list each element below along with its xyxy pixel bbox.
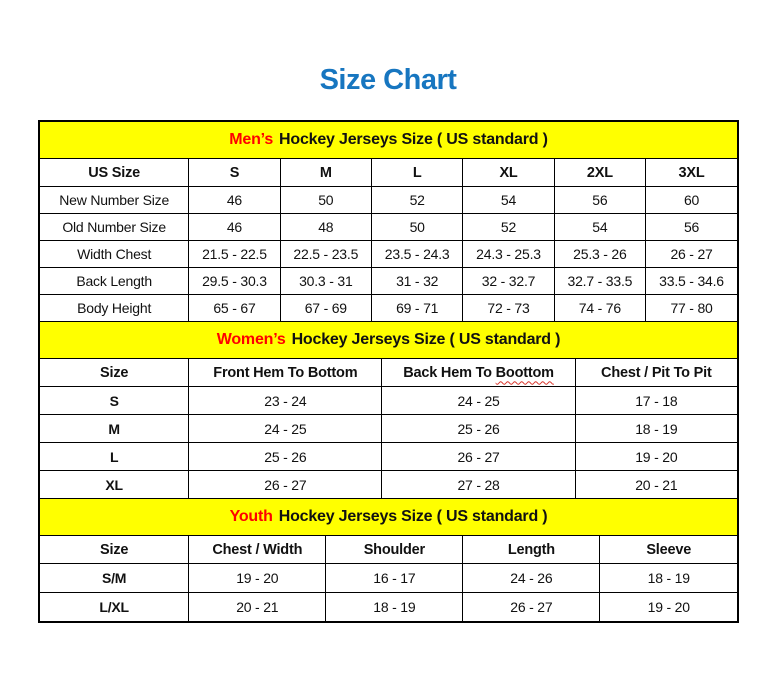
table-row <box>40 443 737 471</box>
value-cell: 52 <box>463 214 554 241</box>
value-cell: 19 - 20 <box>189 564 326 593</box>
header-row <box>40 536 737 564</box>
band-highlight: Men’s <box>229 131 274 148</box>
column-header: Length <box>463 536 600 564</box>
value-cell: 32 - 32.7 <box>463 268 554 295</box>
value-cell: 19 - 20 <box>647 599 690 615</box>
value-cell: 50 <box>280 187 371 214</box>
value-cell: 29.5 - 30.3 <box>189 268 280 295</box>
row-label-cell: Body Height <box>40 295 189 322</box>
value-cell: 17 - 18 <box>575 387 737 415</box>
value-cell: 16 - 17 <box>326 564 463 593</box>
row-label-cell: Back Length <box>40 268 189 295</box>
band-highlight: Women’s <box>216 331 286 348</box>
column-header: Chest / Pit To Pit <box>575 359 737 387</box>
page-title: Size Chart <box>319 64 457 96</box>
value-cell: 20 - 21 <box>575 471 737 499</box>
value-cell: 77 - 80 <box>646 295 737 322</box>
row-label-cell: XL <box>40 471 189 499</box>
column-header: M <box>280 159 371 187</box>
section-youth <box>40 499 737 621</box>
table-row <box>40 471 737 499</box>
column-header: 2XL <box>554 159 645 187</box>
value-cell: 52 <box>371 187 462 214</box>
row-label-cell: M <box>40 415 189 443</box>
value-cell: 25.3 - 26 <box>554 241 645 268</box>
table-row <box>40 268 737 295</box>
mens-section-band <box>40 122 737 159</box>
value-cell: 48 <box>280 214 371 241</box>
value-cell: 22.5 - 23.5 <box>280 241 371 268</box>
size-tables <box>38 120 739 623</box>
table-row <box>40 415 737 443</box>
value-cell: 19 - 20 <box>575 443 737 471</box>
table-row <box>40 295 737 322</box>
value-cell: 23 - 24 <box>189 387 382 415</box>
value-cell: 24.3 - 25.3 <box>463 241 554 268</box>
value-cell: 27 - 28 <box>382 471 575 499</box>
spellcheck-wavy-word: Boottom <box>495 364 554 381</box>
value-cell: 31 - 32 <box>371 268 462 295</box>
mens-size-table <box>40 159 737 322</box>
value-cell: 26 - 27 <box>463 593 600 622</box>
column-header: L <box>371 159 462 187</box>
row-label-cell: Width Chest <box>40 241 189 268</box>
column-header: Chest / Width <box>189 536 326 564</box>
section-womens <box>40 322 737 499</box>
band-text: Hockey Jerseys Size ( US standard ) <box>279 131 548 148</box>
column-header: Sleeve <box>600 536 737 564</box>
row-label-cell: L/XL <box>40 593 189 622</box>
column-header: XL <box>463 159 554 187</box>
row-label-cell: Old Number Size <box>40 214 189 241</box>
row-label-cell: L <box>40 443 189 471</box>
value-cell: 32.7 - 33.5 <box>554 268 645 295</box>
column-header: 3XL <box>646 159 737 187</box>
column-header: Size <box>40 536 189 564</box>
value-cell: 18 - 19 <box>575 415 737 443</box>
table-row <box>40 593 737 622</box>
value-cell: 26 - 27 <box>189 471 382 499</box>
value-cell: 69 - 71 <box>371 295 462 322</box>
value-cell: 46 <box>189 214 280 241</box>
value-cell: 46 <box>189 187 280 214</box>
table-row <box>40 187 737 214</box>
value-cell: 24 - 25 <box>189 415 382 443</box>
value-cell: 54 <box>463 187 554 214</box>
column-header: S <box>189 159 280 187</box>
value-cell: 20 - 21 <box>189 593 326 622</box>
column-header: Size <box>40 359 189 387</box>
value-cell: 24 - 25 <box>382 387 575 415</box>
value-cell: 50 <box>371 214 462 241</box>
section-mens <box>40 122 737 322</box>
value-cell: 74 - 76 <box>554 295 645 322</box>
row-label-cell: S <box>40 387 189 415</box>
value-cell: 26 - 27 <box>646 241 737 268</box>
womens-section-band <box>40 322 737 359</box>
value-cell: 67 - 69 <box>280 295 371 322</box>
value-cell: 60 <box>646 187 737 214</box>
header-row <box>40 359 737 387</box>
value-cell: 24 - 26 <box>463 564 600 593</box>
youth-section-band <box>40 499 737 536</box>
table-row <box>40 564 737 593</box>
row-label-cell: New Number Size <box>40 187 189 214</box>
column-header: Front Hem To Bottom <box>189 359 382 387</box>
value-cell: 54 <box>554 214 645 241</box>
table-row <box>40 241 737 268</box>
value-cell: 33.5 - 34.6 <box>646 268 737 295</box>
table-row <box>40 387 737 415</box>
value-cell: 65 - 67 <box>189 295 280 322</box>
value-cell: 21.5 - 22.5 <box>189 241 280 268</box>
table-row <box>40 214 737 241</box>
value-cell: 18 - 19 <box>326 593 463 622</box>
column-header: US Size <box>40 159 189 187</box>
value-cell: 23.5 - 24.3 <box>371 241 462 268</box>
row-label-cell: S/M <box>40 564 189 593</box>
value-cell: 56 <box>646 214 737 241</box>
value-cell: 72 - 73 <box>463 295 554 322</box>
band-text: Hockey Jerseys Size ( US standard ) <box>291 331 561 348</box>
header-row <box>40 159 737 187</box>
youth-size-table <box>40 536 737 621</box>
value-cell: 18 - 19 <box>600 564 737 593</box>
band-text: Hockey Jerseys Size ( US standard ) <box>278 508 548 525</box>
value-cell: 30.3 - 31 <box>280 268 371 295</box>
value-cell: 25 - 26 <box>382 415 575 443</box>
value-cell: 25 - 26 <box>189 443 382 471</box>
value-cell: 56 <box>554 187 645 214</box>
band-highlight: Youth <box>229 508 273 525</box>
value-cell: 26 - 27 <box>382 443 575 471</box>
column-header: Shoulder <box>326 536 463 564</box>
womens-size-table <box>40 359 737 499</box>
column-header: Back Hem To Boottom <box>382 359 575 387</box>
